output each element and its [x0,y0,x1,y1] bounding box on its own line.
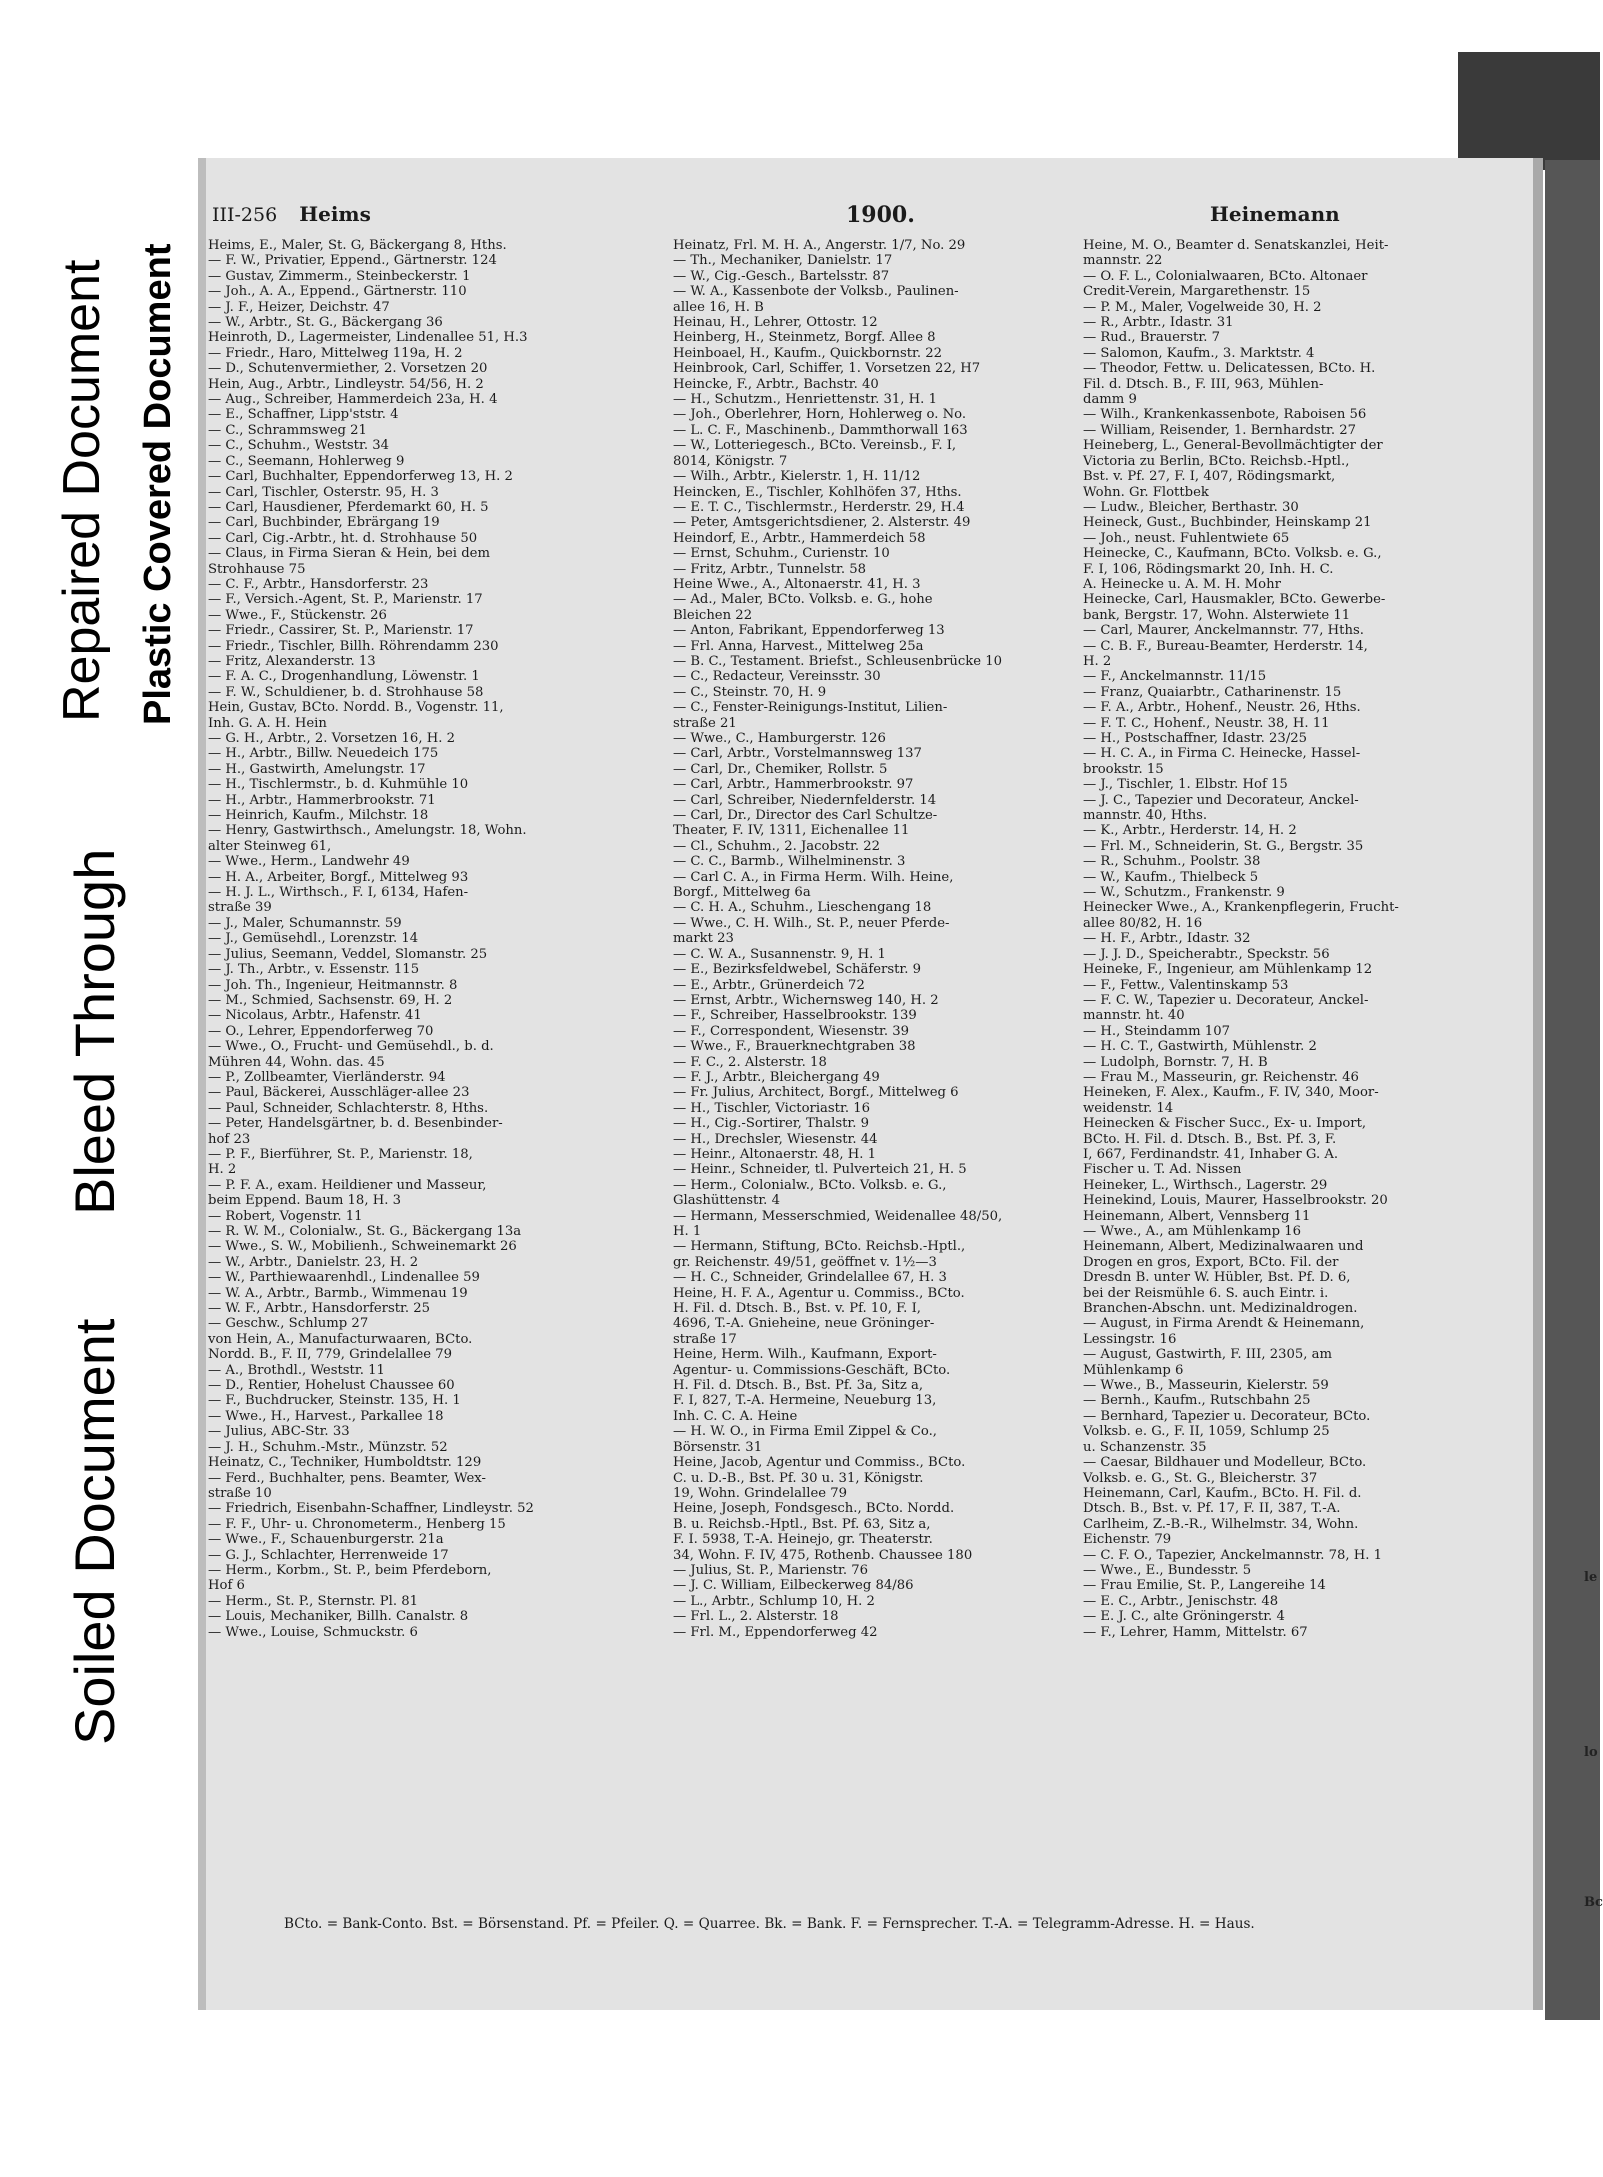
directory-entry: bank, Bergstr. 17, Wohn. Alsterwiete 11 [1083,607,1351,623]
directory-entry: H. 2 [1083,653,1112,669]
directory-entry: — W. A., Arbtr., Barmb., Wimmenau 19 [208,1285,468,1301]
directory-entry: Heincken, E., Tischler, Kohlhöfen 37, Hths. [673,484,962,500]
directory-entry: Borgf., Mittelweg 6a [673,885,811,901]
directory-entry: Victoria zu Berlin, BCto. Reichsb.-Hptl., [1083,453,1350,469]
directory-entry: — F. W., Privatier, Eppend., Gärtnerstr. 124 [208,253,497,269]
directory-entry: — Frau Emilie, St. P., Langereihe 14 [1083,1578,1326,1594]
directory-entry: Heine, Herm. Wilh., Kaufmann, Export- [673,1347,937,1363]
directory-entry: — H., Arbtr., Hammerbrookstr. 71 [208,792,436,808]
directory-entry: alter Steinweg 61, [208,838,332,854]
directory-entry: — F. A., Arbtr., Hohenf., Neustr. 26, Hths. [1083,700,1361,716]
directory-entry: — R. W. M., Colonialw., St. G., Bäckergang 13a [208,1224,522,1239]
directory-entry: Theater, F. IV, 1311, Eichenallee 11 [673,823,910,839]
directory-entry: — Rud., Brauerstr. 7 [1083,330,1220,346]
directory-entry: allee 80/82, H. 16 [1083,915,1203,931]
directory-entry: — W., Arbtr., St. G., Bäckergang 36 [208,315,443,331]
label-plastic-covered-document: Plastic Covered Document [137,243,179,725]
running-head-right: Heinemann [1210,202,1340,226]
directory-entry: — Salomon, Kaufm., 3. Marktstr. 4 [1083,345,1315,361]
directory-entry: — Herm., Korbm., St. P., beim Pferdeborn, [208,1562,492,1578]
directory-entry: Heinemann, Albert, Vennsberg 11 [1083,1208,1311,1224]
directory-entry: — August, in Firma Arendt & Heinemann, [1083,1316,1365,1332]
directory-entry: markt 23 [673,931,734,947]
directory-entry: Mühren 44, Wohn. das. 45 [208,1054,385,1070]
directory-entry: Heineken, F. Alex., Kaufm., F. IV, 340, Moor- [1083,1085,1379,1101]
directory-entry: — Peter, Amtsgerichtsdiener, 2. Alsterstr. 49 [673,515,971,531]
directory-entry: straße 39 [208,900,272,916]
page-number: III-256 Heims [212,202,371,226]
directory-entry: Heinau, H., Lehrer, Ottostr. 12 [673,315,878,331]
directory-entry: — Cl., Schuhm., 2. Jacobstr. 22 [673,838,881,854]
directory-entry: — F., Correspondent, Wiesenstr. 39 [673,1023,910,1039]
directory-entry: — J. C., Tapezier und Decorateur, Anckel- [1083,792,1359,808]
directory-entry: — Friedr., Tischler, Billh. Röhrendamm 230 [208,638,499,654]
directory-entry: Heims, E., Maler, St. G, Bäckergang 8, Hths. [208,238,507,253]
directory-entry: — Carl, Hausdiener, Pferdemarkt 60, H. 5 [208,499,489,515]
directory-entry: — Ludw., Bleicher, Berthastr. 30 [1083,499,1299,515]
directory-entry: Branchen-Abschn. unt. Medizinaldrogen. [1083,1301,1358,1317]
directory-entry: — C., Redacteur, Vereinsstr. 30 [673,669,881,685]
column-1 [208,238,640,1913]
page-header [206,202,1551,230]
directory-entry: H. Fil. d. Dtsch. B., Bst. Pf. 3a, Sitz a, [673,1378,924,1394]
directory-entry: Heinecken & Fischer Succ., Ex- u. Import, [1083,1116,1367,1132]
directory-entry: straße 21 [673,715,737,731]
directory-entry: Eichenstr. 79 [1083,1532,1172,1548]
directory-entry: — Wwe., S. W., Mobilienh., Schweinemarkt 26 [208,1239,517,1255]
directory-entry: — C., Schrammsweg 21 [208,422,367,438]
directory-entry: Heinemann, Albert, Medizinalwaaren und [1083,1239,1364,1255]
directory-entry: — Caesar, Bildhauer und Modelleur, BCto. [1083,1455,1367,1471]
directory-entry: 4696, T.-A. Gnieheine, neue Gröninger- [673,1316,935,1332]
directory-entry: — F., Buchdrucker, Steinstr. 135, H. 1 [208,1393,461,1409]
directory-entry: — J. C. William, Eilbeckerweg 84/86 [673,1578,914,1594]
directory-entry: — H., Schutzm., Henriettenstr. 31, H. 1 [673,392,937,408]
directory-entry: Glashüttenstr. 4 [673,1193,780,1209]
directory-entry: — F. A. C., Drogenhandlung, Löwenstr. 1 [208,669,480,685]
directory-entry: — Wwe., F., Schauenburgerstr. 21a [208,1532,444,1548]
directory-entry: — Joh. Th., Ingenieur, Heitmannstr. 8 [208,977,458,993]
directory-entry: Heineke, F., Ingenieur, am Mühlenkamp 12 [1083,962,1373,978]
directory-entry: — Franz, Quaiarbtr., Catharinenstr. 15 [1083,684,1342,700]
directory-entry: — Joh., neust. Fuhlentwiete 65 [1083,530,1290,546]
directory-entry: — Anton, Fabrikant, Eppendorferweg 13 [673,623,945,639]
directory-entry: Heine Wwe., A., Altonaerstr. 41, H. 3 [673,576,921,592]
directory-entry: — F. J., Arbtr., Bleichergang 49 [673,1069,880,1085]
directory-entry: — J. J. D., Speicherabtr., Speckstr. 56 [1083,946,1330,962]
directory-entry: — Frl. Anna, Harvest., Mittelweg 25a [673,638,924,654]
directory-entry: Heine, Jacob, Agentur und Commiss., BCto. [673,1455,966,1471]
directory-entry: — Carl, Buchhalter, Eppendorferweg 13, H. 2 [208,469,513,485]
directory-entry: — H., Postschaffner, Idastr. 23/25 [1083,731,1308,746]
directory-entry: — H. C. A., in Firma C. Heinecke, Hassel- [1083,746,1361,762]
directory-entry: gr. Reichenstr. 49/51, geöffnet v. 1½—3 [673,1254,937,1270]
directory-entry: — Peter, Handelsgärtner, b. d. Besenbinder- [208,1116,503,1132]
directory-entry: — K., Arbtr., Herderstr. 14, H. 2 [1083,823,1297,839]
directory-entry: — Ernst, Schuhm., Curienstr. 10 [673,546,890,562]
directory-entry: — L., Arbtr., Schlump 10, H. 2 [673,1593,875,1609]
directory-entry: — Gustav, Zimmerm., Steinbeckerstr. 1 [208,268,471,284]
directory-entry: — D., Schutenvermiether, 2. Vorsetzen 20 [208,361,488,377]
directory-entry: — B. C., Testament. Briefst., Schleusenbrücke 10 [673,653,1003,669]
directory-entry: BCto. H. Fil. d. Dtsch. B., Bst. Pf. 3, F. [1083,1131,1337,1147]
directory-page [198,158,1543,2010]
directory-entry: F. I, 827, T.-A. Hermeine, Neueburg 13, [673,1393,937,1409]
directory-entry: Hof 6 [208,1578,245,1594]
adjacent-page-text: Bc [1584,1895,1603,1910]
directory-entry: — W., Arbtr., Danielstr. 23, H. 2 [208,1254,419,1270]
directory-entry: — F., Schreiber, Hasselbrookstr. 139 [673,1008,917,1024]
directory-entry: u. Schanzenstr. 35 [1083,1439,1207,1455]
label-repaired-document: Repaired Document [53,259,111,722]
directory-entry: — W. F., Arbtr., Hansdorferstr. 25 [208,1301,431,1317]
directory-entry: — Ad., Maler, BCto. Volksb. e. G., hohe [673,592,933,608]
directory-entry: Heinemann, Carl, Kaufm., BCto. H. Fil. d. [1083,1485,1362,1501]
directory-entry: Volksb. e. G., F. II, 1059, Schlump 25 [1083,1424,1330,1440]
directory-entry: — J. H., Schuhm.-Mstr., Münzstr. 52 [208,1439,448,1455]
directory-entry: — Carl, Arbtr., Vorstelmannsweg 137 [673,746,922,762]
directory-entry: straße 10 [208,1485,272,1501]
directory-entry: — W., Schutzm., Frankenstr. 9 [1083,885,1285,901]
directory-entry: — Friedr., Cassirer, St. P., Marienstr. 17 [208,623,474,639]
directory-entry: — Ludolph, Bornstr. 7, H. B [1083,1054,1268,1070]
directory-entry: — Hermann, Stiftung, BCto. Reichsb.-Hptl., [673,1239,966,1255]
directory-entry: Drogen en gros, Export, BCto. Fil. der [1083,1254,1339,1270]
directory-entry: Heincke, F., Arbtr., Bachstr. 40 [673,376,879,392]
directory-entry: — P. F. A., exam. Heildiener und Masseur, [208,1177,487,1193]
directory-entry: — Julius, Seemann, Veddel, Slomanstr. 25 [208,946,488,962]
directory-entry: — Theodor, Fettw. u. Delicatessen, BCto. H. [1083,361,1376,377]
directory-entry: — C., Fenster-Reinigungs-Institut, Lilien- [673,700,948,716]
directory-entry: — E. J. C., alte Gröningerstr. 4 [1083,1609,1285,1625]
directory-entry: — Wilh., Arbtr., Kielerstr. 1, H. 11/12 [673,469,921,485]
directory-entry: — Carl, Tischler, Osterstr. 95, H. 3 [208,484,439,500]
directory-entry: B. u. Reichsb.-Hptl., Bst. Pf. 63, Sitz a, [673,1516,931,1532]
directory-entry: — C. H. A., Schuhm., Lieschengang 18 [673,900,932,916]
directory-entry: C. u. D.-B., Bst. Pf. 30 u. 31, Königstr. [673,1470,924,1486]
directory-entry: — H. J. L., Wirthsch., F. I, 6134, Hafen- [208,885,469,901]
directory-entry: mannstr. ht. 40 [1083,1008,1185,1024]
directory-entry: Mühlenkamp 6 [1083,1362,1184,1378]
directory-entry: — C., Steinstr. 70, H. 9 [673,684,827,700]
directory-entry: — Carl, Schreiber, Niedernfelderstr. 14 [673,792,937,808]
directory-entry: — J. F., Heizer, Deichstr. 47 [208,299,390,315]
directory-entry: — F., Anckelmannstr. 11/15 [1083,669,1267,685]
directory-entry: mannstr. 40, Hths. [1083,808,1208,824]
directory-entry: Heinboael, H., Kaufm., Quickbornstr. 22 [673,345,943,361]
directory-entry: — J., Tischler, 1. Elbstr. Hof 15 [1083,777,1288,793]
directory-entry: Börsenstr. 31 [673,1439,763,1455]
directory-entry: Dresdn B. unter W. Hübler, Bst. Pf. D. 6, [1083,1270,1351,1286]
directory-entry: Bleichen 22 [673,607,753,623]
directory-entry: — J. Th., Arbtr., v. Essenstr. 115 [208,962,420,978]
directory-entry: — Heinr., Schneider, tl. Pulverteich 21, H. 5 [673,1162,967,1178]
directory-entry: — Wwe., F., Stückenstr. 26 [208,607,387,623]
directory-entry: — P. M., Maler, Vogelweide 30, H. 2 [1083,299,1322,315]
directory-entry: — F., Lehrer, Hamm, Mittelstr. 67 [1083,1624,1308,1640]
directory-entry: Heinroth, D., Lagermeister, Lindenallee 51, H.3 [208,330,528,346]
directory-entry: — Ferd., Buchhalter, pens. Beamter, Wex- [208,1470,486,1486]
directory-entry: — Wwe., A., am Mühlenkamp 16 [1083,1224,1302,1239]
directory-entry: — W. A., Kassenbote der Volksb., Paulinen- [673,284,959,300]
directory-entry: — Frau M., Masseurin, gr. Reichenstr. 46 [1083,1069,1359,1085]
directory-entry: — H., Gastwirth, Amelungstr. 17 [208,761,426,777]
page-year: 1900. [846,202,915,228]
directory-entry: — P., Zollbeamter, Vierländerstr. 94 [208,1069,446,1085]
directory-entry: — F., Fettw., Valentinskamp 53 [1083,977,1289,993]
directory-entry: damm 9 [1083,392,1137,408]
directory-entry: — Bernh., Kaufm., Rutschbahn 25 [1083,1393,1311,1409]
abbreviation-key: BCto. = Bank-Conto. Bst. = Börsenstand. Pf. = Pfeiler. Q. = Quarree. Bk. = Bank. F. = Fernsprecher. T.-A. = Telegramm-Adresse. H. = Haus. [284,1916,1255,1932]
directory-entry: — H. F., Arbtr., Idastr. 32 [1083,931,1251,947]
directory-entry: — Geschw., Schlump 27 [208,1316,369,1332]
directory-entry: — H., Tischler, Victoriastr. 16 [673,1100,870,1116]
directory-entry: straße 17 [673,1331,737,1347]
directory-entry: — Hermann, Messerschmied, Weidenallee 48/50, [673,1208,1003,1224]
directory-entry: A. Heinecke u. A. M. H. Mohr [1083,576,1281,592]
directory-entry: beim Eppend. Baum 18, H. 3 [208,1193,401,1209]
directory-entry: — C., Schuhm., Weststr. 34 [208,438,389,454]
directory-entry: — Bernhard, Tapezier u. Decorateur, BCto. [1083,1408,1371,1424]
directory-entry: — Nicolaus, Arbtr., Hafenstr. 41 [208,1008,422,1024]
directory-entry: mannstr. 22 [1083,253,1163,269]
directory-entry: Fil. d. Dtsch. B., F. III, 963, Mühlen- [1083,376,1324,392]
directory-entry: — Robert, Vogenstr. 11 [208,1208,363,1224]
directory-entry: — H. A., Arbeiter, Borgf., Mittelweg 93 [208,869,469,885]
directory-entry: — W., Kaufm., Thielbeck 5 [1083,869,1259,885]
label-bleed-through: Bleed Through [63,848,126,1215]
directory-entry: — C., Seemann, Hohlerweg 9 [208,453,405,469]
directory-entry: — Louis, Mechaniker, Billh. Canalstr. 8 [208,1609,469,1625]
column-2 [673,238,1105,1913]
directory-entry: — E., Schaffner, Lipp'ststr. 4 [208,407,399,423]
directory-entry: — Ernst, Arbtr., Wichernsweg 140, H. 2 [673,992,939,1008]
directory-entry: — Carl C. A., in Firma Herm. Wilh. Heine, [673,869,954,885]
directory-entry: Bst. v. Pf. 27, F. I, 407, Rödingsmarkt, [1083,469,1336,485]
directory-entry: — Fritz, Arbtr., Tunnelstr. 58 [673,561,867,577]
directory-entry: Inh. C. C. A. Heine [673,1408,798,1424]
directory-entry: Wohn. Gr. Flottbek [1083,484,1209,500]
directory-entry: — Fr. Julius, Architect, Borgf., Mittelweg 6 [673,1085,959,1101]
directory-entry: — Th., Mechaniker, Danielstr. 17 [673,253,893,269]
directory-entry: weidenstr. 14 [1083,1100,1174,1116]
directory-entry: — W., Lotteriegesch., BCto. Vereinsb., F. I, [673,438,957,454]
directory-entry: — Frl. M., Schneiderin, St. G., Bergstr. 35 [1083,838,1364,854]
directory-entry: I, 667, Ferdinandstr. 41, Inhaber G. A. [1083,1146,1339,1162]
directory-entry: Heineberg, L., General-Bevollmächtigter der [1083,438,1383,454]
directory-entry: — R., Schuhm., Poolstr. 38 [1083,854,1261,870]
directory-entry: — C. W. A., Susannenstr. 9, H. 1 [673,946,886,962]
directory-entry: — E. T. C., Tischlermstr., Herderstr. 29, H.4 [673,499,965,515]
directory-entry: Heineck, Gust., Buchbinder, Heinskamp 21 [1083,515,1372,531]
directory-entry: Heinecke, C., Kaufmann, BCto. Volksb. e. G., [1083,546,1382,562]
directory-entry: brookstr. 15 [1083,761,1164,777]
directory-entry: — O., Lehrer, Eppendorferweg 70 [208,1023,434,1039]
directory-entry: — C. F., Arbtr., Hansdorferstr. 23 [208,576,429,592]
directory-entry: Nordd. B., F. II, 779, Grindelallee 79 [208,1347,453,1363]
directory-entry: Hein, Aug., Arbtr., Lindleystr. 54/56, H. 2 [208,376,484,392]
directory-entry: — Carl, Cig.-Arbtr., ht. d. Strohhause 50 [208,530,478,546]
directory-entry: H. Fil. d. Dtsch. B., Bst. v. Pf. 10, F. I, [673,1301,921,1317]
directory-entry: Dtsch. B., Bst. v. Pf. 17, F. II, 387, T.-A. [1083,1501,1341,1517]
directory-entry: Carlheim, Z.-B.-R., Wilhelmstr. 34, Wohn. [1083,1516,1359,1532]
directory-entry: Heineker, L., Wirthsch., Lagerstr. 29 [1083,1177,1328,1193]
directory-entry: — F., Versich.-Agent, St. P., Marienstr. 17 [208,592,483,608]
directory-entry: — E., Bezirksfeldwebel, Schäferstr. 9 [673,962,922,978]
directory-entry: — C. C., Barmb., Wilhelminenstr. 3 [673,854,906,870]
directory-entry: Strohhause 75 [208,561,306,577]
directory-entry: — Wwe., E., Bundesstr. 5 [1083,1562,1252,1578]
directory-entry: — F. C., 2. Alsterstr. 18 [673,1054,827,1070]
directory-entry: Inh. G. A. H. Hein [208,715,327,731]
directory-entry: hof 23 [208,1131,251,1147]
directory-entry: — Wwe., H., Harvest., Parkallee 18 [208,1408,444,1424]
directory-entry: Heine, H. F. A., Agentur u. Commiss., BCto. [673,1285,965,1301]
directory-entry: — M., Schmied, Sachsenstr. 69, H. 2 [208,992,453,1008]
directory-entry: — Frl. M., Eppendorferweg 42 [673,1624,878,1640]
directory-entry: — R., Arbtr., Idastr. 31 [1083,315,1234,331]
directory-entry: — Claus, in Firma Sieran & Hein, bei dem [208,546,490,562]
directory-entry: — J., Gemüsehdl., Lorenzstr. 14 [208,931,419,947]
directory-entry: Credit-Verein, Margarethenstr. 15 [1083,284,1311,300]
directory-entry: — Paul, Schneider, Schlachterstr. 8, Hths. [208,1100,489,1116]
directory-entry: Lessingstr. 16 [1083,1331,1177,1347]
directory-entry: — Julius, ABC-Str. 33 [208,1424,350,1440]
directory-entry: — C. F. O., Tapezier, Anckelmannstr. 78, H. 1 [1083,1547,1383,1563]
directory-entry: — Aug., Schreiber, Hammerdeich 23a, H. 4 [208,392,498,408]
adjacent-page-text: lo [1584,1745,1598,1760]
directory-entry: Heindorf, E., Arbtr., Hammerdeich 58 [673,530,926,546]
directory-entry: H. 2 [208,1162,237,1178]
directory-entry: — Frl. L., 2. Alsterstr. 18 [673,1609,839,1625]
directory-entry: — Joh., Oberlehrer, Horn, Hohlerweg o. No. [673,407,967,423]
directory-entry: Heine, Joseph, Fondsgesch., BCto. Nordd. [673,1501,955,1517]
directory-entry: Heinberg, H., Steinmetz, Borgf. Allee 8 [673,330,936,346]
directory-entry: 34, Wohn. F. IV, 475, Rothenb. Chaussee 180 [673,1547,973,1563]
directory-entry: — H., Cig.-Sortirer, Thalstr. 9 [673,1116,870,1132]
directory-entry: — Carl, Dr., Director des Carl Schultze- [673,808,938,824]
directory-entry: — Carl, Arbtr., Hammerbrookstr. 97 [673,777,914,793]
directory-entry: — O. F. L., Colonialwaaren, BCto. Altonaer [1083,268,1368,284]
directory-entry: — A., Brothdl., Weststr. 11 [208,1362,385,1378]
directory-entry: — W., Parthiewaarenhdl., Lindenallee 59 [208,1270,480,1286]
directory-entry: — J., Maler, Schumannstr. 59 [208,915,402,931]
directory-entry: Heine, M. O., Beamter d. Senatskanzlei, Heit- [1083,238,1389,253]
directory-entry: Heinecke, Carl, Hausmakler, BCto. Gewerbe- [1083,592,1386,608]
directory-entry: — Joh., A. A., Eppend., Gärtnerstr. 110 [208,284,467,300]
scanner-edge-top [1458,52,1600,170]
directory-entry: Heinecker Wwe., A., Krankenpflegerin, Frucht- [1083,900,1399,916]
directory-entry: — Wilh., Krankenkassenbote, Raboisen 56 [1083,407,1367,423]
directory-entry: — F. C. W., Tapezier u. Decorateur, Anckel- [1083,992,1369,1008]
directory-entry: — Herm., St. P., Sternstr. Pl. 81 [208,1593,419,1609]
directory-entry: — Herm., Colonialw., BCto. Volksb. e. G., [673,1177,947,1193]
directory-entry: allee 16, H. B [673,299,764,315]
directory-entry: Agentur- u. Commissions-Geschäft, BCto. [673,1362,951,1378]
directory-entry: 8014, Königstr. 7 [673,453,788,469]
directory-entry: Heinatz, Frl. M. H. A., Angerstr. 1/7, No. 29 [673,238,966,253]
directory-entry: — E., Arbtr., Grünerdeich 72 [673,977,865,993]
directory-entry: — Wwe., Louise, Schmuckstr. 6 [208,1624,418,1640]
directory-entry: von Hein, A., Manufacturwaaren, BCto. [208,1331,473,1347]
directory-entry: Heinekind, Louis, Maurer, Hasselbrookstr. 20 [1083,1193,1388,1209]
directory-entry: Heinbrook, Carl, Schiffer, 1. Vorsetzen 22, H7 [673,361,981,377]
directory-entry: — Carl, Buchbinder, Ebrärgang 19 [208,515,440,531]
label-soiled-document: Soiled Document [63,1318,126,1745]
directory-entry: — W., Cig.-Gesch., Bartelsstr. 87 [673,268,890,284]
directory-entry: — E. C., Arbtr., Jenischstr. 48 [1083,1593,1279,1609]
directory-entry: — Henry, Gastwirthsch., Amelungstr. 18, Wohn. [208,823,527,839]
directory-entry: — H., Tischlermstr., b. d. Kuhmühle 10 [208,777,469,793]
directory-entry: H. 1 [673,1224,702,1239]
directory-entry: — C. B. F., Bureau-Beamter, Herderstr. 14, [1083,638,1368,654]
directory-entry: — Wwe., O., Frucht- und Gemüsehdl., b. d. [208,1039,494,1055]
directory-entry: — Wwe., C. H. Wilh., St. P., neuer Pferde- [673,915,950,931]
directory-entry: — F. W., Schuldiener, b. d. Strohhause 58 [208,684,484,700]
directory-entry: — Julius, St. P., Marienstr. 76 [673,1562,869,1578]
directory-entry: — Wwe., B., Masseurin, Kielerstr. 59 [1083,1378,1329,1394]
directory-entry: F. I. 5938, T.-A. Heinejo, gr. Theaterstr. [673,1532,933,1548]
directory-entry: — L. C. F., Maschinenb., Dammthorwall 163 [673,422,968,438]
directory-entry: Volksb. e. G., St. G., Bleicherstr. 37 [1083,1470,1318,1486]
directory-entry: — H., Drechsler, Wiesenstr. 44 [673,1131,878,1147]
directory-entry: — H. C., Schneider, Grindelallee 67, H. 3 [673,1270,947,1286]
directory-entry: — Friedr., Haro, Mittelweg 119a, H. 2 [208,345,463,361]
directory-entry: — H. C. T., Gastwirth, Mühlenstr. 2 [1083,1039,1317,1055]
scanner-edge-right [1545,160,1600,2020]
directory-entry: — Carl, Maurer, Anckelmannstr. 77, Hths. [1083,623,1364,639]
directory-entry: — H. W. O., in Firma Emil Zippel & Co., [673,1424,937,1440]
directory-entry: — William, Reisender, 1. Bernhardstr. 27 [1083,422,1357,438]
directory-entry: — Paul, Bäckerei, Ausschläger-allee 23 [208,1085,470,1101]
directory-entry: — H., Steindamm 107 [1083,1023,1230,1039]
directory-entry: — Heinr., Altonaerstr. 48, H. 1 [673,1146,877,1162]
column-3 [1083,238,1528,1913]
directory-entry: — Heinrich, Kaufm., Milchstr. 18 [208,808,429,824]
directory-entry: — Wwe., F., Brauerknechtgraben 38 [673,1039,916,1055]
directory-entry: — Wwe., Herm., Landwehr 49 [208,854,410,870]
directory-entry: 19, Wohn. Grindelallee 79 [673,1485,848,1501]
directory-entry: Hein, Gustav, BCto. Nordd. B., Vogenstr. 11, [208,700,504,716]
directory-entry: — Wwe., C., Hamburgerstr. 126 [673,731,886,746]
directory-entry: — H., Arbtr., Billw. Neuedeich 175 [208,746,439,762]
directory-entry: — Carl, Dr., Chemiker, Rollstr. 5 [673,761,888,777]
directory-entry: bei der Reismühle 6. S. auch Eintr. i. [1083,1285,1329,1301]
running-head-left: Heims [299,202,371,226]
directory-entry: — G. H., Arbtr., 2. Vorsetzen 16, H. 2 [208,731,455,746]
directory-entry: Fischer u. T. Ad. Nissen [1083,1162,1242,1178]
adjacent-page-text: le [1584,1570,1598,1585]
directory-entry: — August, Gastwirth, F. III, 2305, am [1083,1347,1333,1363]
directory-entry: — Friedrich, Eisenbahn-Schaffner, Lindleystr. 52 [208,1501,534,1517]
directory-entry: — Fritz, Alexanderstr. 13 [208,653,376,669]
directory-entry: F. I, 106, Rödingsmarkt 20, Inh. H. C. [1083,561,1334,577]
directory-entry: — P. F., Bierführer, St. P., Marienstr. 18, [208,1146,473,1162]
directory-entry: — D., Rentier, Hohelust Chaussee 60 [208,1378,455,1394]
directory-entry: Heinatz, C., Techniker, Humboldtstr. 129 [208,1455,482,1471]
directory-entry: — F. F., Uhr- u. Chronometerm., Henberg 15 [208,1516,506,1532]
directory-entry: — G. J., Schlachter, Herrenweide 17 [208,1547,449,1563]
directory-entry: — F. T. C., Hohenf., Neustr. 38, H. 11 [1083,715,1330,731]
